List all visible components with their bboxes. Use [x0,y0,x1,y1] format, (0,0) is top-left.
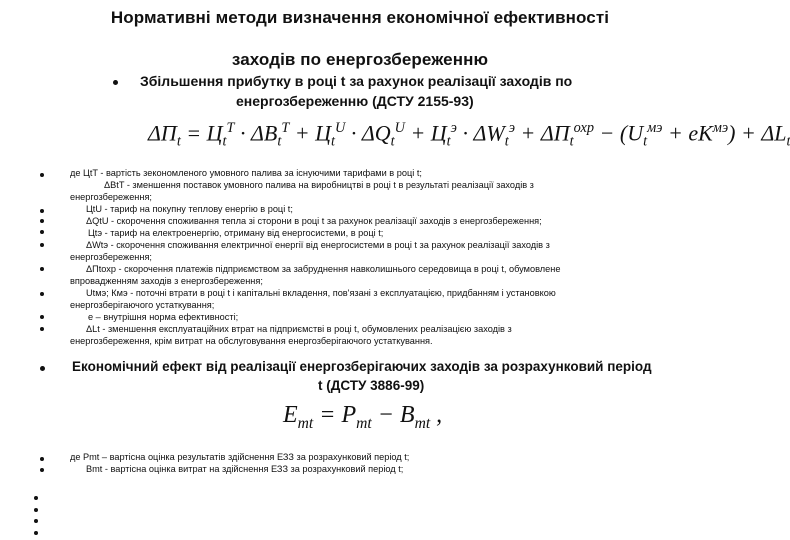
profit-formula: $\Delta П_t = Ц_t^T \cdot \Delta В_t^T + Ц_t^U \cdot \Delta Q_t^U + Ц_t^э \cdot \Delta W_t^э + \Delta П_t^{охр} - (U_t^{мэ} + еК^{мэ}) + \Delta L$ [148,120,787,150]
definition-line: ΔWtэ - скорочення споживання електричної енергії від енергосистеми в році t за рахунок реалізації заходів з [86,240,550,250]
definition-line: енергозбереження; [70,252,152,262]
definition-line: ΔПtохр - скорочення платежів підприємством за забруднення навколишнього середовища в році t, обумовлене [86,264,561,274]
bullet [34,508,38,512]
definition-line: ΔВtT - зменшення поставок умовного палива на виробництві в році t в результаті реалізації заходів з [104,180,534,190]
bullet [40,457,44,461]
bullet [40,243,44,247]
definition-line: де ЦtT - вартість зекономленого умовного палива за існуючими тарифами в році t; [70,168,422,178]
definition-line: енергозбереження; [70,192,152,202]
bullet [40,366,45,371]
definition-line: Bmt - вартісна оцінка витрат на здійснення ЕЗЗ за розрахунковий період t; [86,464,404,474]
definition-line: Цtэ - тариф на електроенергію, отриману від енергосистеми, в році t; [88,228,384,238]
definition-line: е – внутрішня норма ефективності; [88,312,239,322]
definition-line: ΔQtU - скорочення споживання тепла зі сторони в році t за рахунок реалізації заходів з енергозбереження; [86,216,542,226]
section1-heading: Збільшення прибутку в році t за рахунок реалізації заходів по [140,73,573,89]
bullet [40,468,44,472]
bullet [34,496,38,500]
definition-line: енергозбереження, крім витрат на обслуговування енергозберігаючого устаткування. [70,336,433,346]
bullet [40,267,44,271]
definition-line: де Pmt – вартісна оцінка результатів здійснення ЕЗЗ за розрахунковий період t; [70,452,410,462]
bullet [40,327,44,331]
section2-heading: Економічний ефект від реалізації енергозберігаючих заходів за розрахунковий період [72,359,652,374]
definition-line: впровадженням заходів з енергозбереження; [70,276,263,286]
definition-line: енергозберігаючого устаткування; [70,300,215,310]
page-title-line2: заходів по енергозбереженню [231,50,489,69]
bullet [40,173,44,177]
bullet [113,80,118,85]
section2-heading-line2: t (ДСТУ 3886-99) [318,378,425,393]
definition-line: ЦtU - тариф на покупну теплову енергію в році t; [86,204,293,214]
bullet [34,519,38,523]
effect-formula: $E_{mt} = P_{mt} - B_{mt}$ , [283,402,443,432]
definition-line: ΔLt - зменшення експлуатаційних втрат на підприємстві в році t, обумовлених реалізацією заходів з [86,324,512,334]
definition-line: Utмэ; Кмэ - поточні втрати в році t і капітальні вкладення, пов'язані з експлуатацією, придбанням і установкою [86,288,556,298]
bullet [40,315,44,319]
bullet [40,209,44,213]
section1-heading-line2: енергозбереженню (ДСТУ 2155-93) [236,93,474,109]
bullet [40,292,44,296]
bullet [40,219,44,223]
bullet [34,531,38,535]
page-title: Нормативні методи визначення економічної ефективності [110,8,610,27]
bullet [40,230,44,234]
